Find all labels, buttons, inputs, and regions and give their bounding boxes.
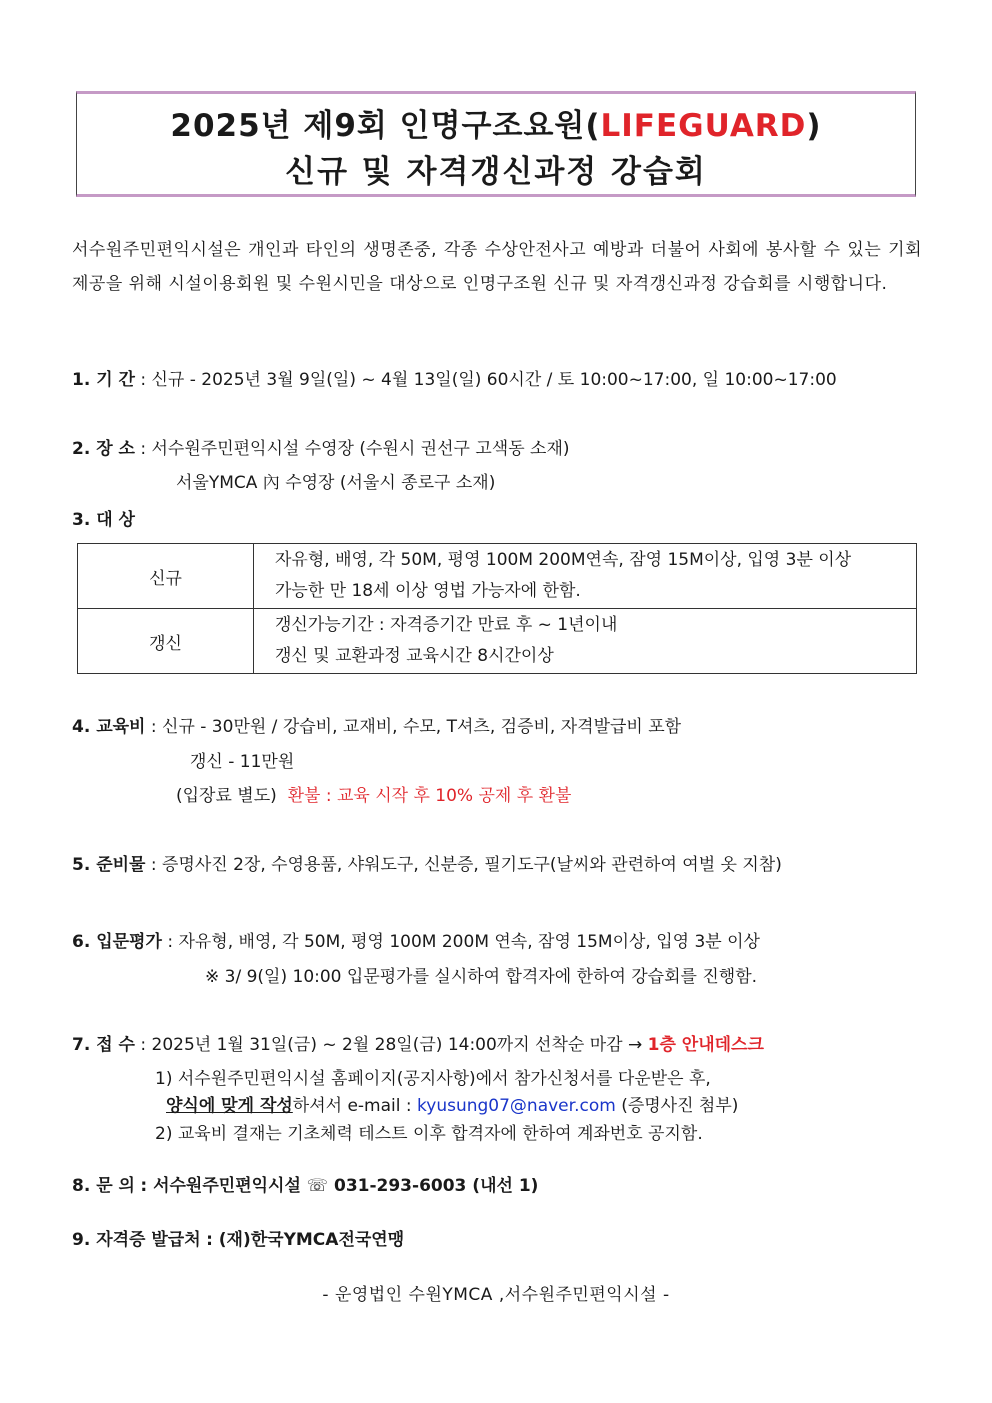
- reception-label: 7. 접 수: [72, 1035, 135, 1055]
- title-lifeguard: LIFEGUARD: [600, 108, 807, 144]
- contact-row: [72, 1171, 538, 1196]
- entrance-value: : 자유형, 배영, 각 50M, 평영 100M 200M 연속, 잠영 15M이상, 입영 3분 이상: [167, 932, 760, 952]
- target-desc: 갱신가능기간 : 자격증기간 만료 후 ~ 1년이내 갱신 및 교환과정 교육시간 8시간이상: [254, 609, 917, 674]
- fee-line3: (입장료 별도) 환불 : 교육 시작 후 10% 공제 후 환불: [176, 786, 572, 806]
- entrance-label: 6. 입문평가: [72, 932, 162, 952]
- contact-label: 8. 문 의: [72, 1176, 135, 1196]
- period-row: [72, 365, 837, 390]
- place-row: [72, 434, 570, 459]
- fee-line1: : 신규 - 30만원 / 강습비, 교재비, 수모, T셔츠, 검증비, 자격발급비 포함: [150, 717, 682, 737]
- issuer-value: : (재)한국YMCA전국연맹: [206, 1230, 405, 1250]
- reception-step2: 2) 교육비 결재는 기초체력 테스트 이후 합격자에 한하여 계좌번호 공지함.: [155, 1124, 703, 1144]
- reception-desk: 1층 안내데스크: [647, 1035, 764, 1055]
- target-category: 신규: [78, 544, 254, 609]
- form-instruction: 양식에 맞게 작성: [166, 1096, 293, 1116]
- entrance-row: [72, 927, 760, 952]
- reception-step1b: 양식에 맞게 작성하셔서 e-mail : kyusung07@naver.com (증명사진 첨부): [166, 1096, 739, 1116]
- intro-paragraph: 서수원주민편익시설은 개인과 타인의 생명존중, 각종 수상안전사고 예방과 더불어 사회에 봉사할 수 있는 기회제공을 위해 시설이용회원 및 수원시민을 대상으로 인명구조원 신규 및 자격갱신과정 강습회를 시행합니다.: [72, 240, 922, 294]
- email-link[interactable]: kyusung07@naver.com: [417, 1096, 616, 1116]
- supplies-label: 5. 준비물: [72, 855, 146, 875]
- reception-row: [72, 1030, 764, 1055]
- place-label: 2. 장 소: [72, 439, 135, 459]
- target-table: [77, 543, 917, 674]
- period-label: 1. 기 간: [72, 370, 135, 390]
- reception-value: : 2025년 1월 31일(금) ~ 2월 28일(금) 14:00까지 선착순 마감 →: [140, 1035, 643, 1055]
- supplies-value: : 증명사진 2장, 수영용품, 샤워도구, 신분증, 필기도구(날씨와 관련하여 여벌 옷 지참): [150, 855, 782, 875]
- reception-step1: 1) 서수원주민편익시설 홈페이지(공지사항)에서 참가신청서를 다운받은 후,: [155, 1069, 711, 1089]
- footer: - 운영법인 수원YMCA ,서수원주민편익시설 -: [322, 1285, 670, 1305]
- fee-row: [72, 712, 681, 737]
- table-row: [78, 609, 917, 674]
- fee-line2: 갱신 - 11만원: [190, 752, 295, 772]
- table-row: [78, 544, 917, 609]
- place-line2: 서울YMCA 內 수영장 (서울시 종로구 소재): [176, 473, 496, 493]
- target-desc: 자유형, 배영, 각 50M, 평영 100M 200M연속, 잠영 15M이상, 입영 3분 이상 가능한 만 18세 이상 영법 가능자에 한함.: [254, 544, 917, 609]
- issuer-row: [72, 1225, 404, 1250]
- refund-note: 환불 : 교육 시작 후 10% 공제 후 환불: [287, 786, 572, 806]
- issuer-label: 9. 자격증 발급처: [72, 1230, 201, 1250]
- target-category: 갱신: [78, 609, 254, 674]
- place-line1: : 서수원주민편익시설 수영장 (수원시 권선구 고색동 소재): [140, 439, 570, 459]
- title-box: [76, 91, 916, 197]
- contact-value: : 서수원주민편익시설 ☏ 031-293-6003 (내선 1): [140, 1176, 539, 1196]
- title-line2: 신규 및 자격갱신과정 강습회: [285, 154, 707, 190]
- supplies-row: [72, 850, 782, 875]
- target-label: 3. 대 상: [72, 510, 135, 530]
- title-line1: 2025년 제9회 인명구조요원(LIFEGUARD): [170, 108, 822, 144]
- entrance-note: ※ 3/ 9(일) 10:00 입문평가를 실시하여 합격자에 한하여 강습회를 진행함.: [205, 967, 758, 987]
- fee-label: 4. 교육비: [72, 717, 146, 737]
- period-value: : 신규 - 2025년 3월 9일(일) ~ 4월 13일(일) 60시간 / 토 10:00~17:00, 일 10:00~17:00: [140, 370, 837, 390]
